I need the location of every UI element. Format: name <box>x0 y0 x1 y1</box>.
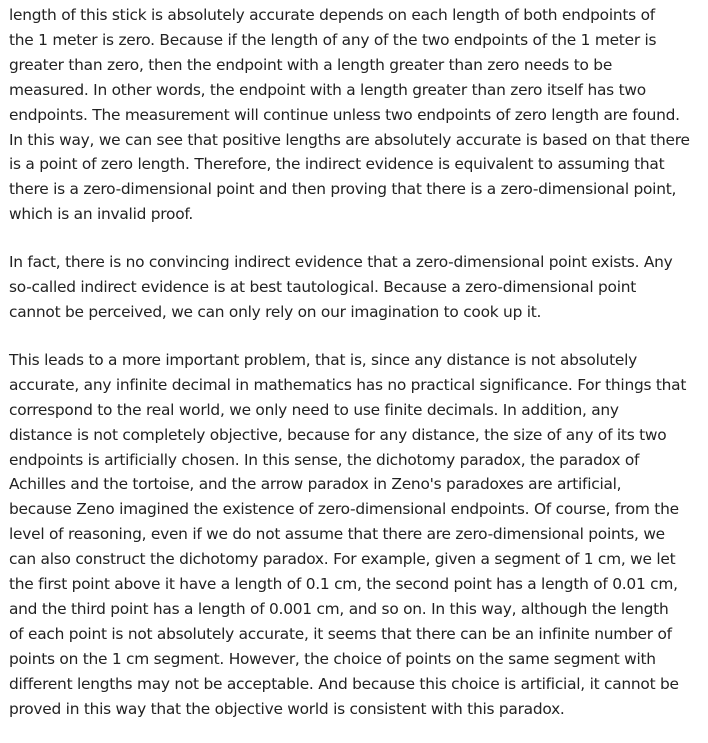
paragraph-3 <box>9 348 708 722</box>
text-line: can also construct the dichotomy paradox. For example, given a segment of 1 cm, we let <box>9 550 676 569</box>
text-line: points on the 1 cm segment. However, the choice of points on the same segment with <box>9 649 656 668</box>
text-line: In this way, we can see that positive lengths are absolutely accurate is based on that there <box>9 130 690 149</box>
text-line: cannot be perceived, we can only rely on our imagination to cook up it. <box>9 302 542 321</box>
text-line: endpoints is artificially chosen. In this sense, the dichotomy paradox, the paradox of <box>9 450 640 469</box>
text-line: there is a zero-dimensional point and then proving that there is a zero-dimensional point, <box>9 180 677 199</box>
paragraph-1 <box>9 3 708 227</box>
text-line: distance is not completely objective, because for any distance, the size of any of its two <box>9 425 667 444</box>
text-line: accurate, any infinite decimal in mathematics has no practical significance. For things that <box>9 375 687 394</box>
text-line: which is an invalid proof. <box>9 205 194 224</box>
text-line: proved in this way that the objective world is consistent with this paradox. <box>9 699 565 718</box>
text-line: level of reasoning, even if we do not assume that there are zero-dimensional points, we <box>9 525 665 544</box>
text-line: because Zeno imagined the existence of zero-dimensional endpoints. Of course, from the <box>9 500 679 519</box>
text-line: correspond to the real world, we only need to use finite decimals. In addition, any <box>9 400 619 419</box>
text-line: and the third point has a length of 0.001 cm, and so on. In this way, although the length <box>9 599 669 618</box>
text-line: of each point is not absolutely accurate, it seems that there can be an infinite number of <box>9 624 672 643</box>
text-line: measured. In other words, the endpoint with a length greater than zero itself has two <box>9 80 646 99</box>
text-line: endpoints. The measurement will continue unless two endpoints of zero length are found. <box>9 105 680 124</box>
text-line: so-called indirect evidence is at best tautological. Because a zero-dimensional point <box>9 278 637 297</box>
text-line: Achilles and the tortoise, and the arrow paradox in Zeno's paradoxes are artificial, <box>9 475 622 494</box>
text-line: is a point of zero length. Therefore, the indirect evidence is equivalent to assuming that <box>9 155 665 174</box>
text-line: different lengths may not be acceptable. And because this choice is artificial, it cannot be <box>9 674 679 693</box>
text-line: This leads to a more important problem, that is, since any distance is not absolutely <box>9 350 637 369</box>
text-line: In fact, there is no convincing indirect evidence that a zero-dimensional point exists. Any <box>9 253 673 272</box>
text-line: greater than zero, then the endpoint with a length greater than zero needs to be <box>9 55 613 74</box>
text-line: length of this stick is absolutely accurate depends on each length of both endpoints of <box>9 6 655 24</box>
paragraph-2 <box>9 250 708 325</box>
text-line: the first point above it have a length of 0.1 cm, the second point has a length of 0.01 cm, <box>9 575 678 594</box>
text-line: the 1 meter is zero. Because if the length of any of the two endpoints of the 1 meter is <box>9 30 657 49</box>
